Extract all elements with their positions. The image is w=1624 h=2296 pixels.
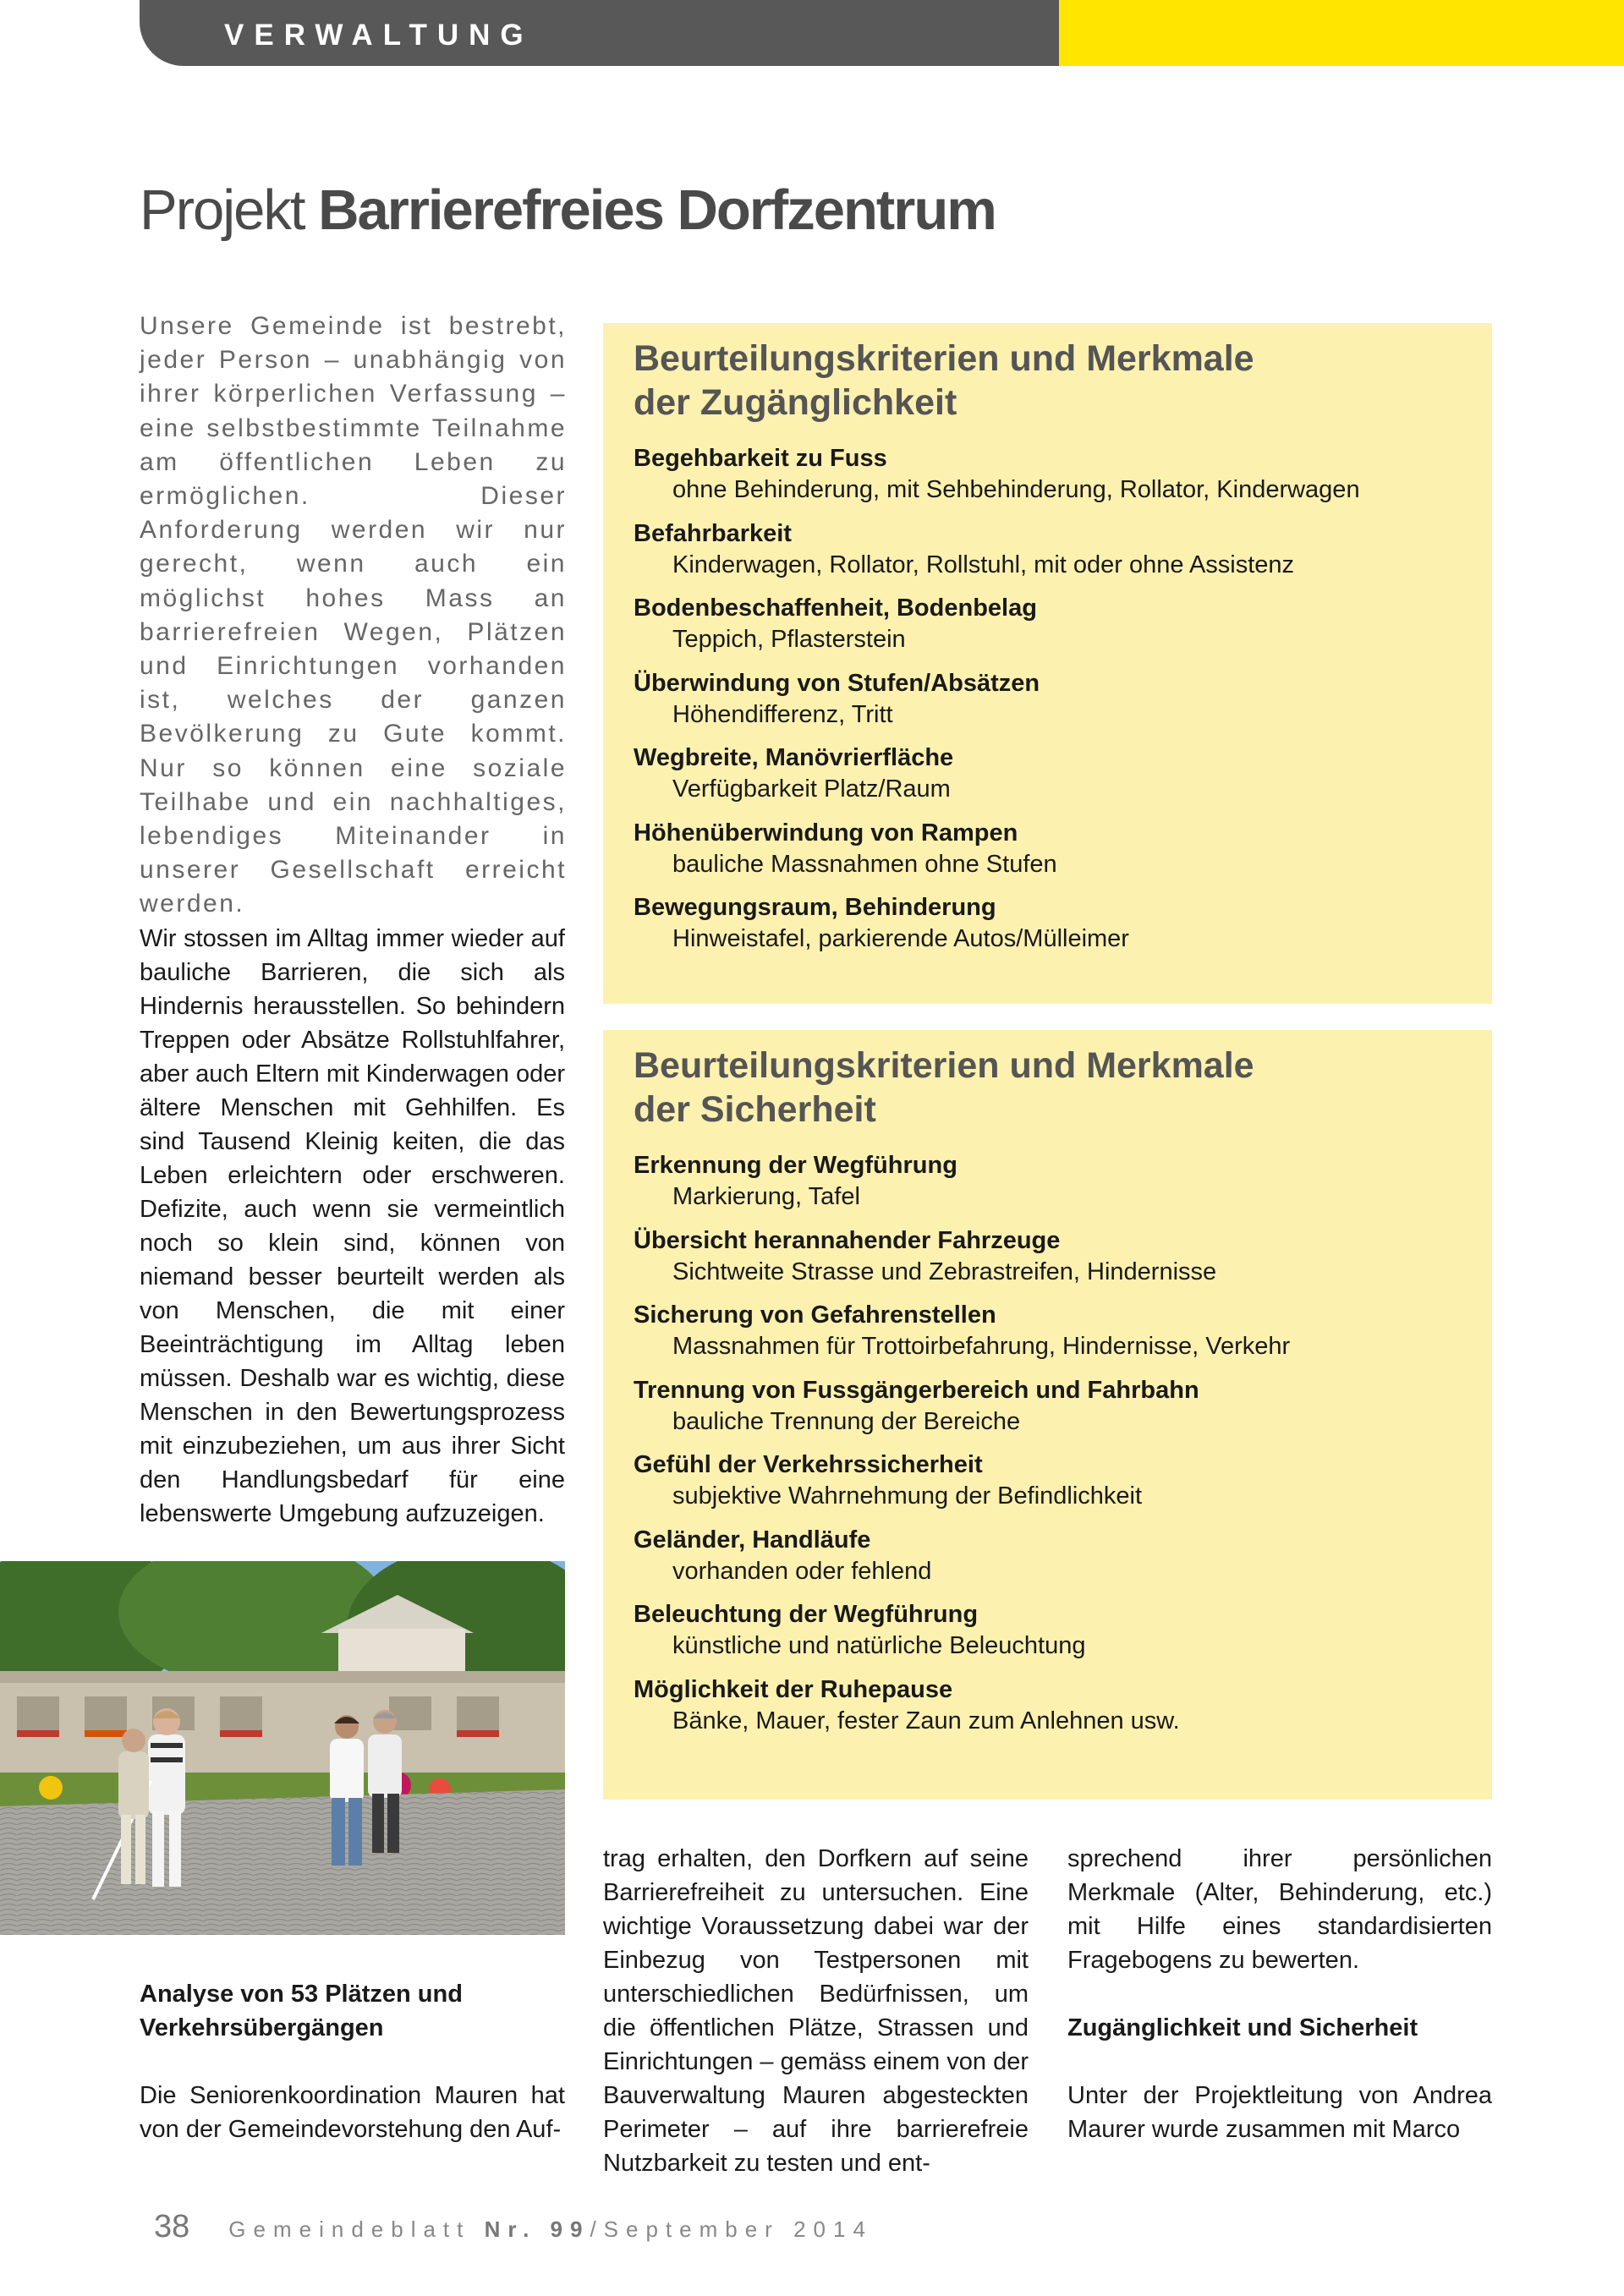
- body-paragraph-5: Unter der Projektleitung von Andrea Maurer wurde zusammen mit Marco: [1067, 2082, 1492, 2143]
- analysis-heading: Analyse von 53 Plätzen und Verkehrsübergängen: [140, 1981, 463, 2041]
- criterion-title: Befahrbarkeit: [634, 519, 792, 547]
- safety-box-title-line1: Beurteilungskriterien und Merkmale: [634, 1045, 1254, 1086]
- body-paragraph-1: Wir stossen im Alltag immer wieder auf bauliche Barrieren, die sich als Hindernis herausstellen. So behindern Treppen oder Absätze Rollstuhlfahrer, aber auch Eltern mit Kinderwagen oder ältere Menschen mit Gehhilfen. Es sind Tausend Kleinig keiten, die das Leben erleichtern oder erschweren. Defizite, auch wenn sie vermeintlich noch so klein sind, können von niemand besser beurteilt werden als von Menschen, die mit einer Beeinträchtigung im Alltag leben müssen. Deshalb war es wichtig, diese Menschen in den Bewertungsprozess mit einzubeziehen, um aus ihrer Sicht den Handlungsbedarf für eine lebenswerte Umgebung aufzuzeigen.: [140, 925, 565, 1527]
- criterion-description: vorhanden oder fehlend: [672, 1557, 932, 1585]
- criterion-description: Bänke, Mauer, fester Zaun zum Anlehnen usw.: [672, 1707, 1180, 1734]
- criterion-title: Überwindung von Stufen/Absätzen: [634, 669, 1040, 697]
- safety-box-title-line2: der Sicherheit: [634, 1089, 876, 1130]
- accessibility-box-title-line1: Beurteilungskriterien und Merkmale: [634, 338, 1254, 379]
- criterion-description: Hinweistafel, parkierende Autos/Mülleimer: [672, 925, 1129, 952]
- criterion-description: bauliche Trennung der Bereiche: [672, 1407, 1021, 1435]
- accessibility-criteria-box: [603, 323, 1492, 1004]
- body-paragraph-2: Die Seniorenkoordination Mauren hat von der Gemeindevorstehung den Auf-: [140, 2082, 565, 2143]
- section-header-accent: [1059, 0, 1624, 66]
- accessibility-safety-heading: Zugänglichkeit und Sicherheit: [1067, 2014, 1418, 2041]
- body-paragraph-3: trag erhalten, den Dorfkern auf seine Barrierefreiheit zu untersuchen. Eine wichtige Voraussetzung dabei war der Einbezug von Testpersonen mit unterschiedlichen Bedürfnissen, um die öffentlichen Plätze, Strassen und Einrichtungen – gemäss einem von der Bauverwaltung Mauren abgesteckten Perimeter – auf ihre barrierefreie Nutzbarkeit zu testen und ent-: [603, 1845, 1029, 2177]
- safety-criterion: [634, 1150, 1462, 1213]
- criterion-title: Trennung von Fussgängerbereich und Fahrbahn: [634, 1376, 1199, 1404]
- accessibility-box-title: [634, 337, 1462, 425]
- criterion-title: Gefühl der Verkehrssicherheit: [634, 1451, 983, 1478]
- criterion-title: Erkennung der Wegführung: [634, 1152, 957, 1179]
- section-label: VERWALTUNG: [224, 19, 534, 52]
- safety-criterion: [634, 1375, 1462, 1438]
- accessibility-criterion: [634, 892, 1462, 955]
- criterion-description: künstliche und natürliche Beleuchtung: [672, 1632, 1086, 1659]
- page-number: 38: [154, 2209, 190, 2244]
- body-paragraph-4: sprechend ihrer persönlichen Merkmale (Alter, Behinderung, etc.) mit Hilfe eines standardisierten Fragebogens zu bewerten.: [1067, 1845, 1492, 1974]
- safety-criterion: [634, 1300, 1462, 1362]
- photo-seniors-walking: [0, 1561, 565, 1935]
- safety-criterion: [634, 1225, 1462, 1288]
- accessibility-criterion: [634, 668, 1462, 731]
- intro-paragraph: Unsere Gemeinde ist bestrebt, jeder Person – unabhängig von ihrer körperlichen Verfassung – eine selbstbestimmte Teilnahme am öffentlichen Leben zu ermöglichen. Dieser Anforderung werden wir nur gerecht, wenn auch ein möglichst hohes Mass an barrierefreien Wegen, Plätzen und Einrichtungen vorhanden ist, welches der ganzen Bevölkerung zu Gute kommt. Nur so können eine soziale Teilhabe und ein nachhaltiges, lebendiges Miteinander in unserer Gesellschaft erreicht werden.: [140, 312, 567, 918]
- title-bold: Barrierefreies Dorfzentrum: [318, 178, 996, 242]
- accessibility-criterion: [634, 743, 1462, 805]
- criterion-title: Möglichkeit der Ruhepause: [634, 1675, 953, 1703]
- safety-criterion: [634, 1674, 1462, 1737]
- safety-criterion: [634, 1449, 1462, 1512]
- criterion-title: Begehbarkeit zu Fuss: [634, 445, 887, 472]
- criterion-description: ohne Behinderung, mit Sehbehinderung, Rollator, Kinderwagen: [672, 476, 1360, 503]
- criterion-description: bauliche Massnahmen ohne Stufen: [672, 850, 1057, 878]
- criterion-description: Höhendifferenz, Tritt: [672, 700, 893, 728]
- accessibility-box-title-line2: der Zugänglichkeit: [634, 382, 957, 423]
- criterion-description: Teppich, Pflasterstein: [672, 626, 906, 653]
- safety-criterion: [634, 1599, 1462, 1662]
- criterion-description: subjektive Wahrnehmung der Befindlichkeit: [672, 1482, 1143, 1510]
- issue-number: Nr. 99: [484, 2217, 590, 2242]
- safety-criteria-box: [603, 1030, 1492, 1800]
- criterion-title: Bewegungsraum, Behinderung: [634, 894, 996, 921]
- safety-criterion: [634, 1525, 1462, 1587]
- criterion-description: Verfügbarkeit Platz/Raum: [672, 775, 951, 803]
- criterion-description: Kinderwagen, Rollator, Rollstuhl, mit oder ohne Assistenz: [672, 551, 1295, 578]
- criterion-description: Massnahmen für Trottoirbefahrung, Hindernisse, Verkehr: [672, 1333, 1291, 1360]
- title-light: Projekt: [140, 178, 319, 242]
- accessibility-criterion: [634, 818, 1462, 880]
- criterion-title: Geländer, Handläufe: [634, 1526, 871, 1553]
- criterion-title: Sicherung von Gefahrenstellen: [634, 1301, 996, 1329]
- magazine-name: [228, 2217, 873, 2242]
- page-title: [140, 178, 996, 243]
- criterion-title: Beleuchtung der Wegführung: [634, 1601, 979, 1628]
- issue-date: /September 2014: [590, 2217, 873, 2242]
- page-footer: [154, 2209, 873, 2245]
- accessibility-criterion: [634, 593, 1462, 655]
- criterion-title: Höhenüberwindung von Rampen: [634, 819, 1018, 847]
- accessibility-criterion: [634, 518, 1462, 581]
- criterion-title: Wegbreite, Manövrierfläche: [634, 744, 954, 771]
- safety-box-title: [634, 1044, 1462, 1132]
- magazine-title: Gemeindeblatt: [228, 2217, 485, 2242]
- accessibility-criterion: [634, 443, 1462, 506]
- criterion-title: Bodenbeschaffenheit, Bodenbelag: [634, 595, 1037, 622]
- criterion-title: Übersicht herannahender Fahrzeuge: [634, 1226, 1061, 1254]
- criterion-description: Sichtweite Strasse und Zebrastreifen, Hindernisse: [672, 1258, 1217, 1285]
- criterion-description: Markierung, Tafel: [672, 1183, 860, 1210]
